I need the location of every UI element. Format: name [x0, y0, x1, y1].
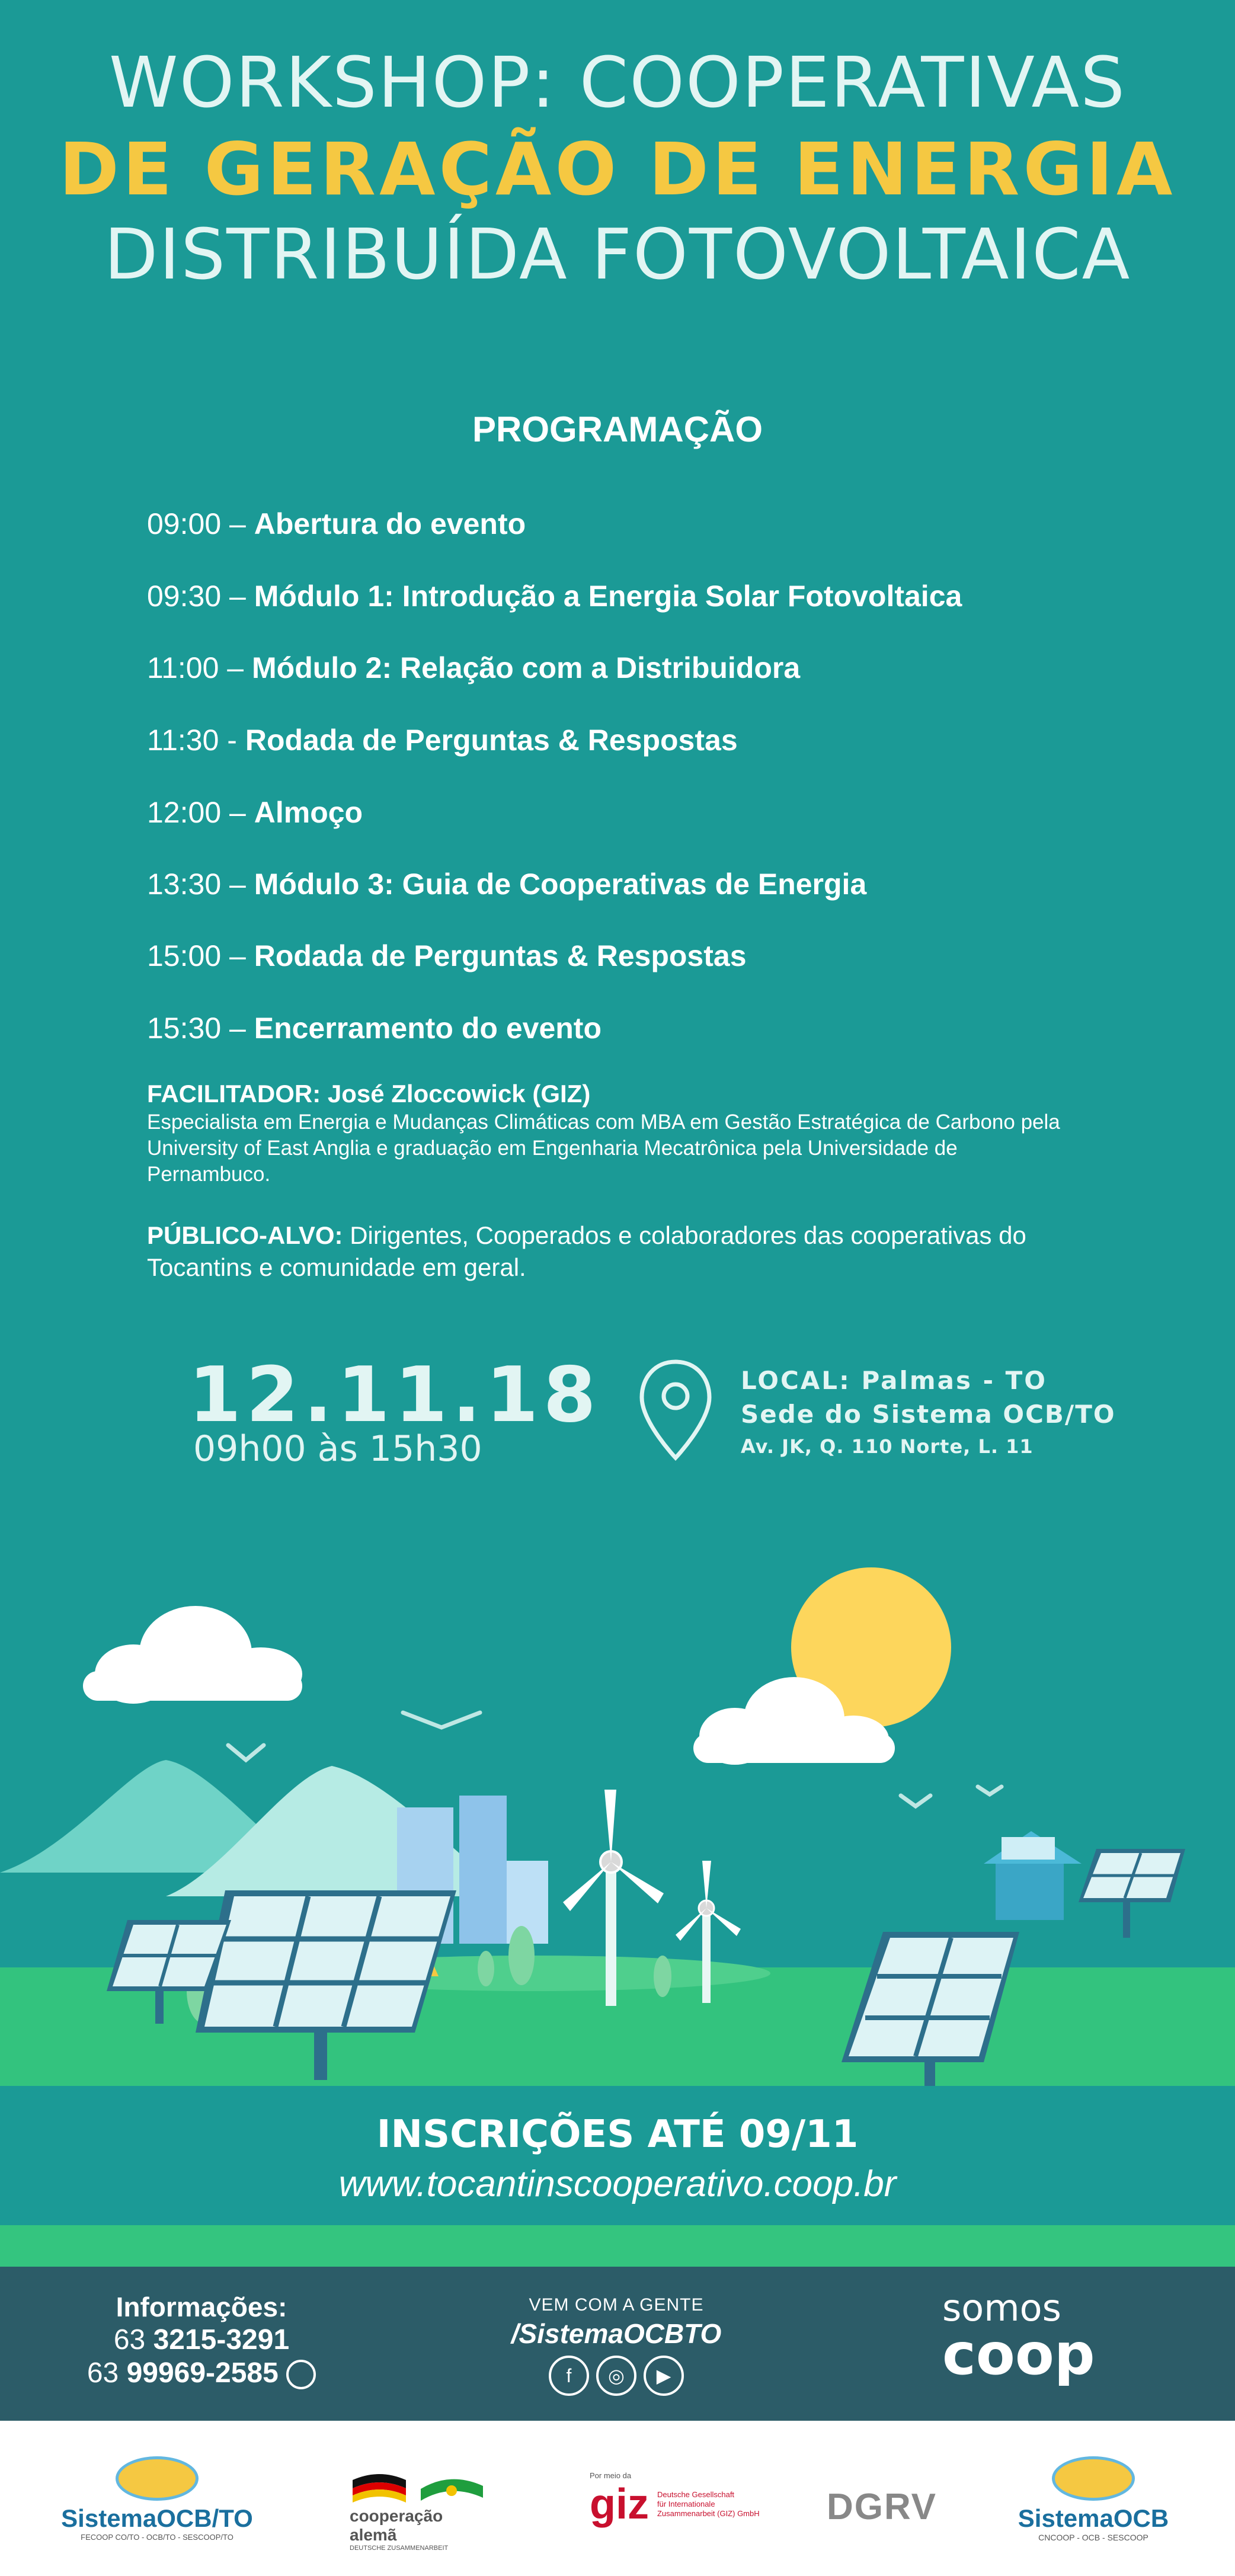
local-venue: Sede do Sistema OCB/TO [741, 1400, 1116, 1429]
social-handle: /SistemaOCBTO [511, 2318, 722, 2349]
inscricoes-deadline: INSCRIÇÕES ATÉ 09/11 [376, 2113, 859, 2156]
cloud-icon [83, 1606, 302, 1704]
contact-info: Informações: 63 3215-3291 63 99969-2585 [77, 2290, 326, 2390]
footer [0, 2267, 1235, 2421]
facebook-icon[interactable]: f [549, 2356, 589, 2396]
social-block: VEM COM A GENTE /SistemaOCBTO f ◎ ▶ [486, 2295, 747, 2396]
schedule-item: 15:30 – Encerramento do evento [147, 1012, 601, 1045]
publico-alvo: PÚBLICO-ALVO: Dirigentes, Cooperados e colaboradores das cooperativas do Tocantins e comunidade em geral. [147, 1221, 1026, 1281]
schedule-item: 09:00 – Abertura do evento [147, 507, 526, 540]
local-city: LOCAL: Palmas - TO [741, 1366, 1048, 1395]
green-stripe [0, 2225, 1235, 2267]
somos-coop-logo: somos coop [942, 2286, 1095, 2388]
event-hours: 09h00 às 15h30 [193, 1428, 482, 1470]
instagram-icon[interactable]: ◎ [596, 2356, 636, 2396]
logo-ocb: SistemaOCB CNCOOP - OCB - SESCOOP [1007, 2456, 1179, 2542]
whatsapp-icon[interactable] [286, 2360, 316, 2389]
title-line-1: WORKSHOP: COOPERATIVAS [108, 41, 1127, 123]
logo-giz: Por meio da giz Deutsche Gesellschaft für Internationale Zusammenarbeit (GIZ) GmbH [590, 2471, 760, 2528]
programacao-heading: PROGRAMAÇÃO [472, 409, 763, 449]
facilitador-heading: FACILITADOR: José Zloccowick (GIZ) [147, 1080, 591, 1108]
schedule-item: 13:30 – Módulo 3: Guia de Cooperativas de Energia [147, 868, 867, 901]
schedule-item: 11:30 - Rodada de Perguntas & Respostas [147, 724, 738, 757]
logo-dgrv: DGRV [827, 2487, 938, 2527]
location-pin-icon [637, 1357, 714, 1464]
facilitador-bio: Especialista em Energia e Mudanças Climáticas com MBA em Gestão Estratégica de Carbono pela University of East Anglia e graduação em Engenharia Mecatrônica pela Universidade de Pernambuco. [147, 1111, 1060, 1186]
schedule-item: 09:30 – Módulo 1: Introdução a Energia Solar Fotovoltaica [147, 580, 962, 613]
youtube-icon[interactable]: ▶ [644, 2356, 684, 2396]
event-date: 12.11.18 [188, 1351, 601, 1439]
local-address: Av. JK, Q. 110 Norte, L. 11 [741, 1435, 1034, 1458]
title-line-3: DISTRIBUÍDA FOTOVOLTAICA [104, 213, 1131, 295]
schedule-item: 11:00 – Módulo 2: Relação com a Distribuidora [147, 651, 801, 684]
partner-logos [0, 2421, 1235, 2576]
title-line-2: DE GERAÇÃO DE ENERGIA [59, 127, 1176, 212]
logo-ocbto: SistemaOCB/TO FECOOP CO/TO - OCB/TO - SESCOOP/TO [59, 2456, 255, 2542]
solar-panel-icon [1079, 1849, 1185, 1938]
solar-landscape-illustration [0, 1541, 1235, 2086]
schedule-item: 12:00 – Almoço [147, 796, 363, 829]
schedule-item: 15:00 – Rodada de Perguntas & Respostas [147, 939, 747, 972]
logo-cooperacao-alema: cooperação alemã DEUTSCHE ZUSAMMENARBEIT [350, 2468, 498, 2552]
website-link[interactable]: www.tocantinscooperativo.coop.br [338, 2164, 897, 2204]
